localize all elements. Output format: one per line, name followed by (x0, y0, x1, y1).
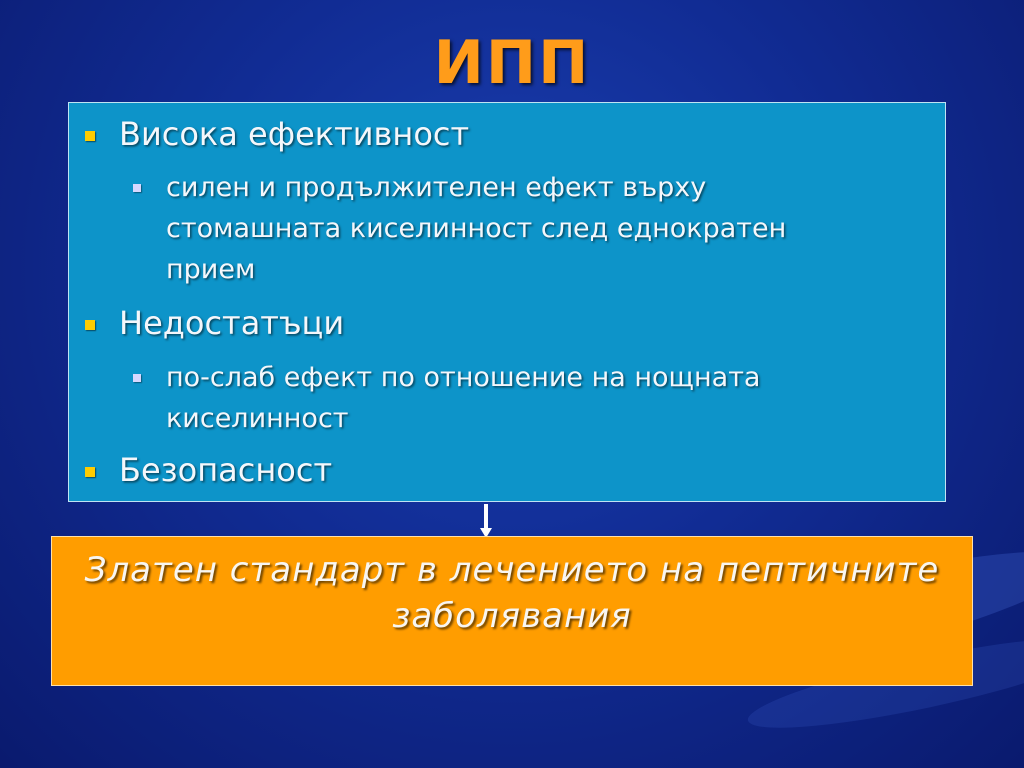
sub-item-line: киселинност (166, 403, 349, 434)
conclusion-line: Златен стандарт в лечението на пептичните (84, 550, 940, 590)
content-box (68, 102, 946, 502)
bullet-marker-l2 (133, 184, 141, 192)
slide-title: ИПП (433, 28, 591, 98)
bullet-item-efficacy: Висока ефективност (119, 115, 470, 153)
bullet-marker-l1 (85, 467, 95, 477)
bullet-item-drawbacks: Недостатъци (119, 304, 345, 342)
sub-item-line: по-слаб ефект по отношение на нощната (166, 362, 761, 393)
conclusion-text (72, 547, 952, 639)
bullet-item-safety: Безопасност (119, 451, 333, 489)
sub-item-line: силен и продължителен ефект върху (166, 172, 707, 203)
sub-item-line: прием (166, 254, 256, 285)
conclusion-box (51, 536, 973, 686)
bullet-marker-l1 (85, 131, 95, 141)
bullet-marker-l1 (85, 320, 95, 330)
conclusion-line: заболявания (392, 596, 632, 636)
sub-item-line: стомашната киселинност след еднократен (166, 213, 787, 244)
arrow-down-icon (484, 504, 488, 530)
bullet-marker-l2 (133, 374, 141, 382)
